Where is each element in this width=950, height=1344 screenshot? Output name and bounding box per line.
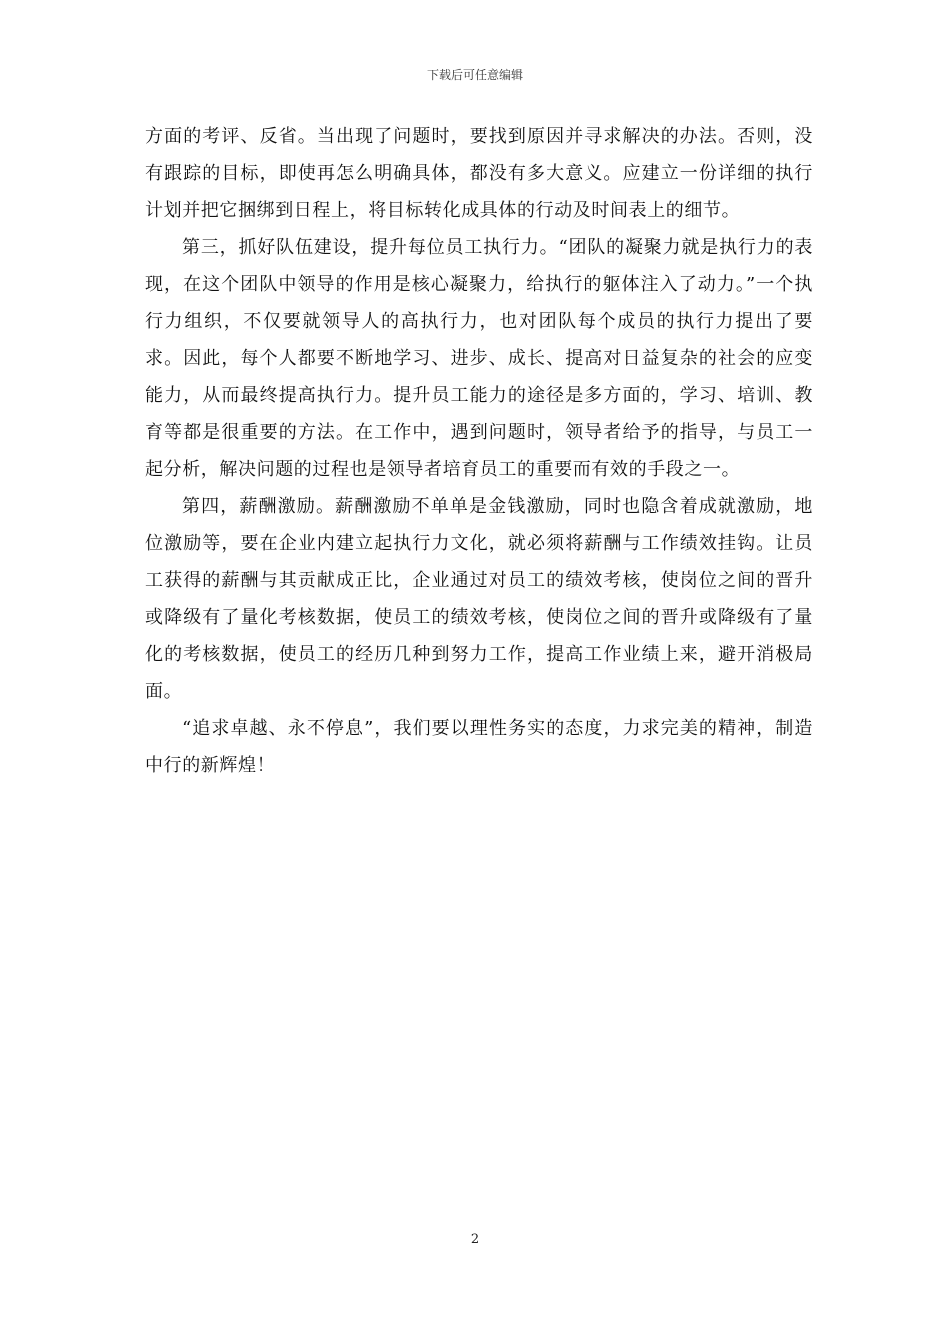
paragraph-salary-incentive: 第四，薪酬激励。薪酬激励不单单是金钱激励，同时也隐含着成就激励，地位激励等，要在企业内建立起执行力文化，就必须将薪酬与工作绩效挂钩。让员工获得的薪酬与其贡献成正比，企业通过对员工的绩效考核，使岗位之间的晋升或降级有了量化考核数据，使员工的绩效考核，使岗位之间的晋升或降级有了量化的考核数据，使员工的经历几种到努力工作，提高工作业绩上来，避开消极局面。 — [145, 496, 813, 702]
paragraph-closing: “追求卓越、永不停息”，我们要以理性务实的态度，力求完美的精神，制造中行的新辉煌！ — [145, 718, 813, 776]
paragraph-continued: 方面的考评、反省。当出现了问题时，要找到原因并寻求解决的办法。否则，没有跟踪的目标，即使再怎么明确具体，都没有多大意义。应建立一份详细的执行计划并把它捆绑到日程上，将目标转化成具体的行动及时间表上的细节。 — [145, 126, 813, 221]
page-number: 2 — [470, 1232, 480, 1247]
page-header: 下载后可任意编辑 — [426, 68, 523, 82]
paragraph-team-building: 第三，抓好队伍建设，提升每位员工执行力。“团队的凝聚力就是执行力的表现，在这个团队中领导的作用是核心凝聚力，给执行的躯体注入了动力。”一个执行力组织，不仅要就领导人的高执行力，也对团队每个成员的执行力提出了要求。因此，每个人都要不断地学习、进步、成长、提高对日益复杂的社会的应变能力，从而最终提高执行力。提升员工能力的途径是多方面的，学习、培训、教育等都是很重要的方法。在工作中，遇到问题时，领导者给予的指导，与员工一起分析，解决问题的过程也是领导者培育员工的重要而有效的手段之一。 — [145, 237, 813, 480]
document-body — [145, 118, 813, 784]
